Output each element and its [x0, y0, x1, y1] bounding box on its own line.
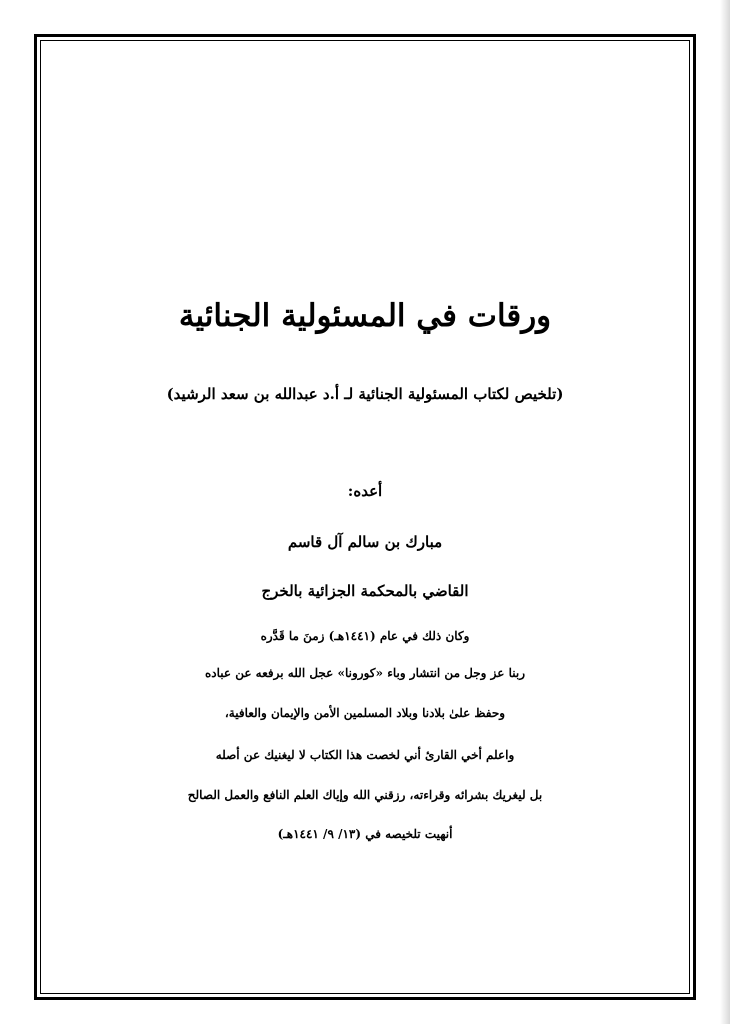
body-line: وكان ذلك في عام (١٤٤١هـ) زمنَ ما قَدَّره — [260, 629, 470, 643]
body-line: بل ليغريك بشرائه وقراءته، رزقني الله وإياك العلم النافع والعمل الصالح — [187, 788, 543, 802]
author-name: مبارك بن سالم آل قاسم — [287, 533, 443, 551]
prepared-by-label: أعده: — [347, 482, 383, 500]
document-subtitle: (تلخيص لكتاب المسئولية الجنائية لـ أ.د عبدالله بن سعد الرشيد) — [166, 385, 564, 403]
completion-date-line: أنهيت تلخيصه في (١٣/ ٩/ ١٤٤١هـ) — [277, 827, 453, 841]
body-line: وحفظ علىٰ بلادنا وبلاد المسلمين الأمن والإيمان والعافية، — [224, 706, 506, 720]
body-line: واعلم أخي القارئ أني لخصت هذا الكتاب لا ليغنيك عن أصله — [215, 748, 515, 762]
body-line: ربنا عز وجل من انتشار وباء «كورونا» عجل الله برفعه عن عباده — [204, 666, 526, 680]
author-position: القاضي بالمحكمة الجزائية بالخرج — [261, 582, 469, 600]
page-edge-shadow — [720, 0, 730, 1024]
cover-content — [40, 40, 690, 994]
document-title: ورقات في المسئولية الجنائية — [178, 298, 552, 334]
